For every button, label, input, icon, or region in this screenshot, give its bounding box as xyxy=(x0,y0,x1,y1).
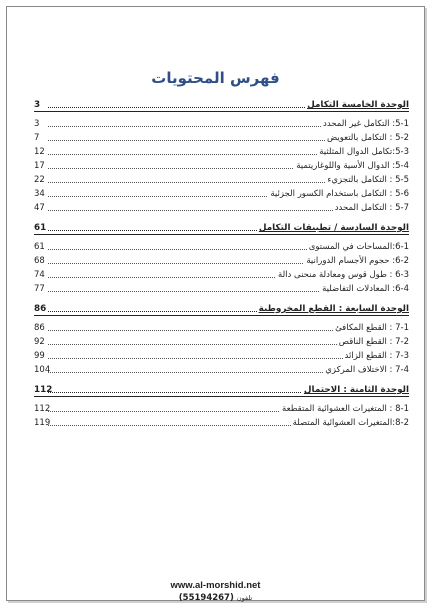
entry-title: 6-4: المعادلات التفاضلية xyxy=(322,284,409,294)
footer-phone xyxy=(7,593,424,603)
document-page xyxy=(6,6,425,601)
page-number: 77 xyxy=(34,284,45,294)
toc-entry[interactable] xyxy=(34,322,409,334)
toc-entry[interactable] xyxy=(34,350,409,362)
page-number: 104 xyxy=(34,365,51,375)
page-number: 74 xyxy=(34,270,45,280)
page-number: 61 xyxy=(34,223,47,233)
entry-title: 5-2 : التكامل بالتعويض xyxy=(326,133,409,143)
unit-heading[interactable] xyxy=(34,384,409,397)
entry-title: 7-1 : القطع المكافئ xyxy=(335,323,409,333)
toc-entry[interactable] xyxy=(34,132,409,144)
page-number: 34 xyxy=(34,189,45,199)
page-number: 3 xyxy=(34,119,40,129)
phone-label: تلفون xyxy=(236,594,253,602)
toc-entry[interactable] xyxy=(34,403,409,415)
entry-title: 5-3:تكامل الدوال المثلثية xyxy=(319,147,409,157)
page-number: 99 xyxy=(34,351,45,361)
entry-title: 6-3 : طول قوس ومعادلة منحنى دالة xyxy=(278,270,409,280)
page-title: فهرس المحتويات xyxy=(151,69,280,87)
unit-title: الوحدة السابعة : القطع المخروطية xyxy=(258,304,409,314)
page-number: 112 xyxy=(34,385,53,395)
page-number: 12 xyxy=(34,147,45,157)
toc-entry[interactable] xyxy=(34,241,409,253)
page-number: 86 xyxy=(34,304,47,314)
toc-entry[interactable] xyxy=(34,188,409,200)
entry-title: 7-2 : القطع الناقص xyxy=(338,337,409,347)
toc-entry[interactable] xyxy=(34,255,409,267)
unit-title: الوحدة الثامنة : الاحتمال xyxy=(303,385,409,395)
unit-title: الوحدة السادسة / تطبيقات التكامل xyxy=(258,223,409,233)
entry-title: 7-3 : القطع الزائد xyxy=(344,351,409,361)
unit-heading[interactable] xyxy=(34,99,409,112)
page-number: 17 xyxy=(34,161,45,171)
page-number: 3 xyxy=(34,100,41,110)
entry-title: 6-2: حجوم الأجسام الدورانية xyxy=(306,256,409,266)
page-number: 112 xyxy=(34,404,51,414)
page-number: 92 xyxy=(34,337,45,347)
toc-entry[interactable] xyxy=(34,417,409,429)
unit-heading[interactable] xyxy=(34,303,409,316)
toc-entry[interactable] xyxy=(34,174,409,186)
unit-title: الوحدة الخامسة التكامل xyxy=(307,100,409,110)
footer-website[interactable]: www.al-morshid.net xyxy=(170,580,261,591)
toc-entry[interactable] xyxy=(34,202,409,214)
toc-entry[interactable] xyxy=(34,364,409,376)
entry-title: 5-7 : التكامل المحدد xyxy=(334,203,409,213)
toc-entry[interactable] xyxy=(34,283,409,295)
entry-title: 7-4 : الاختلاف المركزي xyxy=(325,365,409,375)
entry-title: 5-1: التكامل غير المحدد xyxy=(323,119,409,129)
toc-entry[interactable] xyxy=(34,269,409,281)
unit-heading[interactable] xyxy=(34,222,409,235)
page-number: 68 xyxy=(34,256,45,266)
phone-number: (55194267) xyxy=(178,593,234,603)
page-number: 61 xyxy=(34,242,45,252)
page-number: 86 xyxy=(34,323,45,333)
toc-entry[interactable] xyxy=(34,160,409,172)
entry-title: 8-1 : المتغيرات العشوائية المتقطعة xyxy=(282,404,409,414)
page-number: 22 xyxy=(34,175,45,185)
entry-title: 5-4: الدوال الأسية واللوغاريتمية xyxy=(296,161,409,171)
entry-title: 5-5 : التكامل بالتجزيء xyxy=(327,175,409,185)
toc-entry[interactable] xyxy=(34,146,409,158)
entry-title: 5-6 : التكامل باستخدام الكسور الجزئية xyxy=(270,189,409,199)
toc-entry[interactable] xyxy=(34,336,409,348)
page-number: 47 xyxy=(34,203,45,213)
entry-title: 6-1:المساحات في المستوى xyxy=(308,242,409,252)
entry-title: 8-2:المتغيرات العشوائية المتصلة xyxy=(292,418,409,428)
toc-entry[interactable] xyxy=(34,118,409,130)
page-number: 119 xyxy=(34,418,51,428)
page-number: 7 xyxy=(34,133,40,143)
